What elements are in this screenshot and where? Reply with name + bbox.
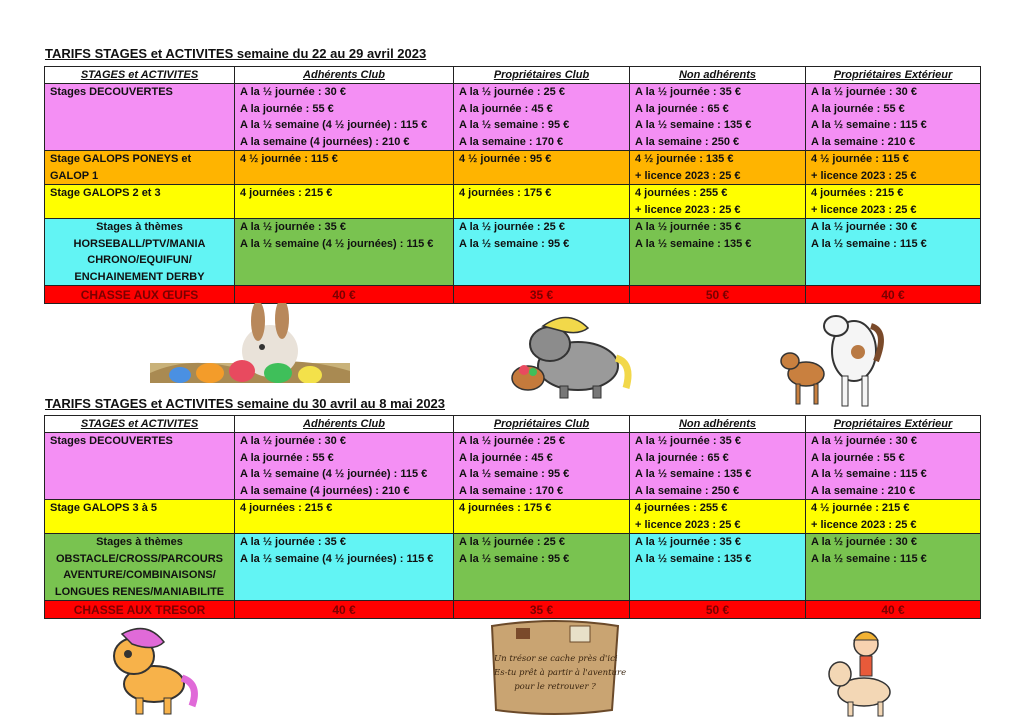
price-cell (630, 151, 806, 185)
easter-bunny-image (150, 303, 350, 383)
total-price: 40 € (806, 601, 981, 619)
price-line: A la journée : 55 € (811, 102, 905, 115)
price-line: A la ½ journée : 30 € (811, 536, 917, 549)
price-line: A la semaine : 170 € (459, 484, 564, 497)
price-line: A la journée : 55 € (811, 451, 905, 464)
price-line: + licence 2023 : 25 € (635, 203, 741, 216)
price-line: A la ½ semaine : 95 € (459, 119, 570, 132)
price-line: A la ½ journée : 35 € (635, 435, 741, 448)
price-line: A la ½ semaine : 135 € (635, 237, 752, 250)
table-row (45, 185, 981, 219)
week1-table (44, 66, 981, 304)
row-label-line: HORSEBALL/PTV/MANIA (73, 237, 206, 250)
header-non-adherents: Non adhérents (630, 416, 806, 433)
row-label: Stage GALOPS 2 et 3 (45, 185, 235, 219)
price-line: A la ½ semaine : 95 € (459, 552, 570, 565)
row-label-line: LONGUES RENES/MANIABILITE (54, 585, 225, 598)
price-line: 4 ½ journée : 115 € (811, 153, 909, 166)
price-line: A la ½ journée : 30 € (240, 435, 346, 448)
price-line: 4 ½ journée : 135 € (635, 153, 734, 166)
table-row (45, 151, 981, 185)
price-line: A la ½ semaine : 95 € (459, 237, 570, 250)
price-cell (235, 185, 454, 219)
price-line: + licence 2023 : 25 € (635, 518, 741, 531)
row-label: Stage GALOPS PONEYS et GALOP 1 (45, 151, 235, 185)
week2-header-row (45, 416, 981, 433)
price-cell (806, 500, 981, 534)
price-line: A la ½ journée : 30 € (240, 86, 346, 99)
price-line: A la ½ journée : 35 € (240, 536, 346, 549)
price-cell (806, 151, 981, 185)
price-line: 4 journées : 175 € (459, 502, 552, 515)
row-label-line: AVENTURE/COMBINAISONS/ (63, 569, 216, 582)
row-label (45, 534, 235, 601)
price-cell (454, 500, 630, 534)
price-cell (630, 84, 806, 151)
week2-title: TARIFS STAGES et ACTIVITES semaine du 30 avril au 8 mai 2023 (45, 396, 446, 411)
price-line: A la semaine : 250 € (635, 484, 740, 497)
header-proprietaires-club: Propriétaires Club (454, 416, 630, 433)
price-line: A la semaine : 210 € (811, 135, 916, 148)
header-adherents: Adhérents Club (235, 416, 454, 433)
scroll-line: pour le retrouver ? (514, 682, 596, 692)
price-cell (806, 185, 981, 219)
price-line: A la semaine : 170 € (459, 135, 564, 148)
price-line: A la ½ journée : 35 € (635, 536, 741, 549)
price-cell (235, 500, 454, 534)
price-cell (630, 219, 806, 286)
table-row (45, 84, 981, 151)
total-price: 40 € (235, 286, 454, 304)
price-line: A la ½ journée : 25 € (459, 536, 565, 549)
price-line: 4 journées : 255 € (635, 187, 728, 200)
price-line: A la ½ journée : 30 € (811, 86, 917, 99)
total-price: 50 € (630, 601, 806, 619)
price-line: 4 ½ journée : 115 € (240, 153, 338, 166)
price-cell (806, 219, 981, 286)
total-price: 40 € (235, 601, 454, 619)
price-cell (454, 534, 630, 601)
total-price: 50 € (630, 286, 806, 304)
total-row (45, 286, 981, 304)
table-row (45, 534, 981, 601)
price-line: A la ½ semaine : 115 € (811, 119, 927, 132)
price-cell (806, 433, 981, 500)
row-label (45, 219, 235, 286)
price-line: A la ½ semaine : 115 € (811, 552, 927, 565)
price-line: A la journée : 65 € (635, 102, 729, 115)
total-label: CHASSE AUX ŒUFS (45, 286, 235, 304)
total-row (45, 601, 981, 619)
price-line: A la ½ semaine (4 ½ journée) : 115 € (240, 468, 428, 481)
horses-image (776, 306, 891, 411)
price-line: A la semaine : 250 € (635, 135, 740, 148)
price-line: A la ½ journée : 25 € (459, 86, 565, 99)
price-line: + licence 2023 : 25 € (811, 518, 917, 531)
price-line: A la ½ journée : 35 € (635, 221, 741, 234)
price-line: 4 ½ journée : 215 € (811, 502, 910, 515)
header-proprietaires-exterieur: Propriétaires Extérieur (806, 67, 981, 84)
price-line: A la journée : 55 € (240, 102, 334, 115)
total-price: 35 € (454, 286, 630, 304)
price-line: A la ½ semaine : 135 € (635, 552, 752, 565)
price-cell (806, 84, 981, 151)
price-line: A la ½ journée : 30 € (811, 221, 917, 234)
total-price: 40 € (806, 286, 981, 304)
price-cell (630, 534, 806, 601)
price-line: A la ½ journée : 35 € (240, 221, 346, 234)
price-line: 4 journées : 255 € (635, 502, 728, 515)
header-stages: STAGES et ACTIVITES (45, 67, 235, 84)
price-line: 4 ½ journée : 95 € (459, 153, 552, 166)
price-cell (454, 185, 630, 219)
price-line: A la journée : 65 € (635, 451, 729, 464)
scroll-line: Es-tu prêt à partir à l'aventure (494, 668, 627, 678)
price-line: A la ½ journée : 35 € (635, 86, 741, 99)
price-line: A la ½ journée : 25 € (459, 435, 565, 448)
price-line: A la ½ semaine : 95 € (459, 468, 570, 481)
price-cell (630, 185, 806, 219)
week1-title: TARIFS STAGES et ACTIVITES semaine du 22 au 29 avril 2023 (45, 46, 427, 61)
price-line: A la semaine (4 journées) : 210 € (240, 135, 410, 148)
price-cell (630, 433, 806, 500)
price-line: A la journée : 45 € (459, 451, 553, 464)
price-cell (235, 151, 454, 185)
price-cell (454, 433, 630, 500)
price-line: A la ½ semaine : 115 € (811, 468, 927, 481)
scroll-text (494, 652, 627, 694)
price-line: A la ½ journée : 25 € (459, 221, 565, 234)
price-line: 4 journées : 215 € (240, 187, 333, 200)
price-cell (454, 219, 630, 286)
table-row (45, 219, 981, 286)
child-rider-image (822, 622, 902, 718)
header-adherents: Adhérents Club (235, 67, 454, 84)
header-stages: STAGES et ACTIVITES (45, 416, 235, 433)
header-proprietaires-club: Propriétaires Club (454, 67, 630, 84)
price-line: + licence 2023 : 25 € (635, 169, 741, 182)
price-line: A la journée : 55 € (240, 451, 334, 464)
price-cell (454, 151, 630, 185)
row-label: Stages DECOUVERTES (45, 433, 235, 500)
row-label: Stage GALOPS 3 à 5 (45, 500, 235, 534)
price-line: A la ½ semaine (4 ½ journées) : 115 € (240, 552, 434, 565)
table-row (45, 500, 981, 534)
price-line: A la semaine : 210 € (811, 484, 916, 497)
price-line: 4 journées : 215 € (240, 502, 333, 515)
price-cell (806, 534, 981, 601)
price-cell (235, 534, 454, 601)
row-label-line: CHRONO/EQUIFUN/ (87, 254, 192, 267)
price-line: A la semaine (4 journées) : 210 € (240, 484, 410, 497)
price-line: + licence 2023 : 25 € (811, 203, 917, 216)
price-line: A la ½ semaine : 115 € (811, 237, 927, 250)
total-price: 35 € (454, 601, 630, 619)
price-line: A la ½ semaine : 135 € (635, 468, 752, 481)
total-label: CHASSE AUX TRESOR (45, 601, 235, 619)
scroll-line: Un trésor se cache près d'ici (494, 654, 618, 664)
row-label-line: Stages à thèmes (96, 221, 183, 234)
row-label-line: Stages à thèmes (96, 536, 183, 549)
price-cell (454, 84, 630, 151)
price-line: A la ½ semaine (4 ½ journée) : 115 € (240, 119, 428, 132)
week2-table (44, 415, 981, 619)
price-line: + licence 2023 : 25 € (811, 169, 917, 182)
price-line: A la ½ journée : 30 € (811, 435, 917, 448)
price-line: A la ½ semaine : 135 € (635, 119, 752, 132)
price-cell (630, 500, 806, 534)
price-line: A la ½ semaine (4 ½ journées) : 115 € (240, 237, 434, 250)
table-row (45, 433, 981, 500)
treasure-scroll (480, 618, 630, 718)
week1-header-row (45, 67, 981, 84)
row-label-line: OBSTACLE/CROSS/PARCOURS (55, 552, 224, 565)
price-cell (235, 84, 454, 151)
price-cell (235, 433, 454, 500)
price-cell (235, 219, 454, 286)
header-proprietaires-exterieur: Propriétaires Extérieur (806, 416, 981, 433)
row-label: Stages DECOUVERTES (45, 84, 235, 151)
price-line: 4 journées : 175 € (459, 187, 552, 200)
pink-pony-image (92, 622, 204, 718)
price-line: 4 journées : 215 € (811, 187, 904, 200)
price-line: A la journée : 45 € (459, 102, 553, 115)
pony-basket-image (498, 308, 638, 403)
row-label-line: ENCHAINEMENT DERBY (74, 270, 205, 283)
header-non-adherents: Non adhérents (630, 67, 806, 84)
